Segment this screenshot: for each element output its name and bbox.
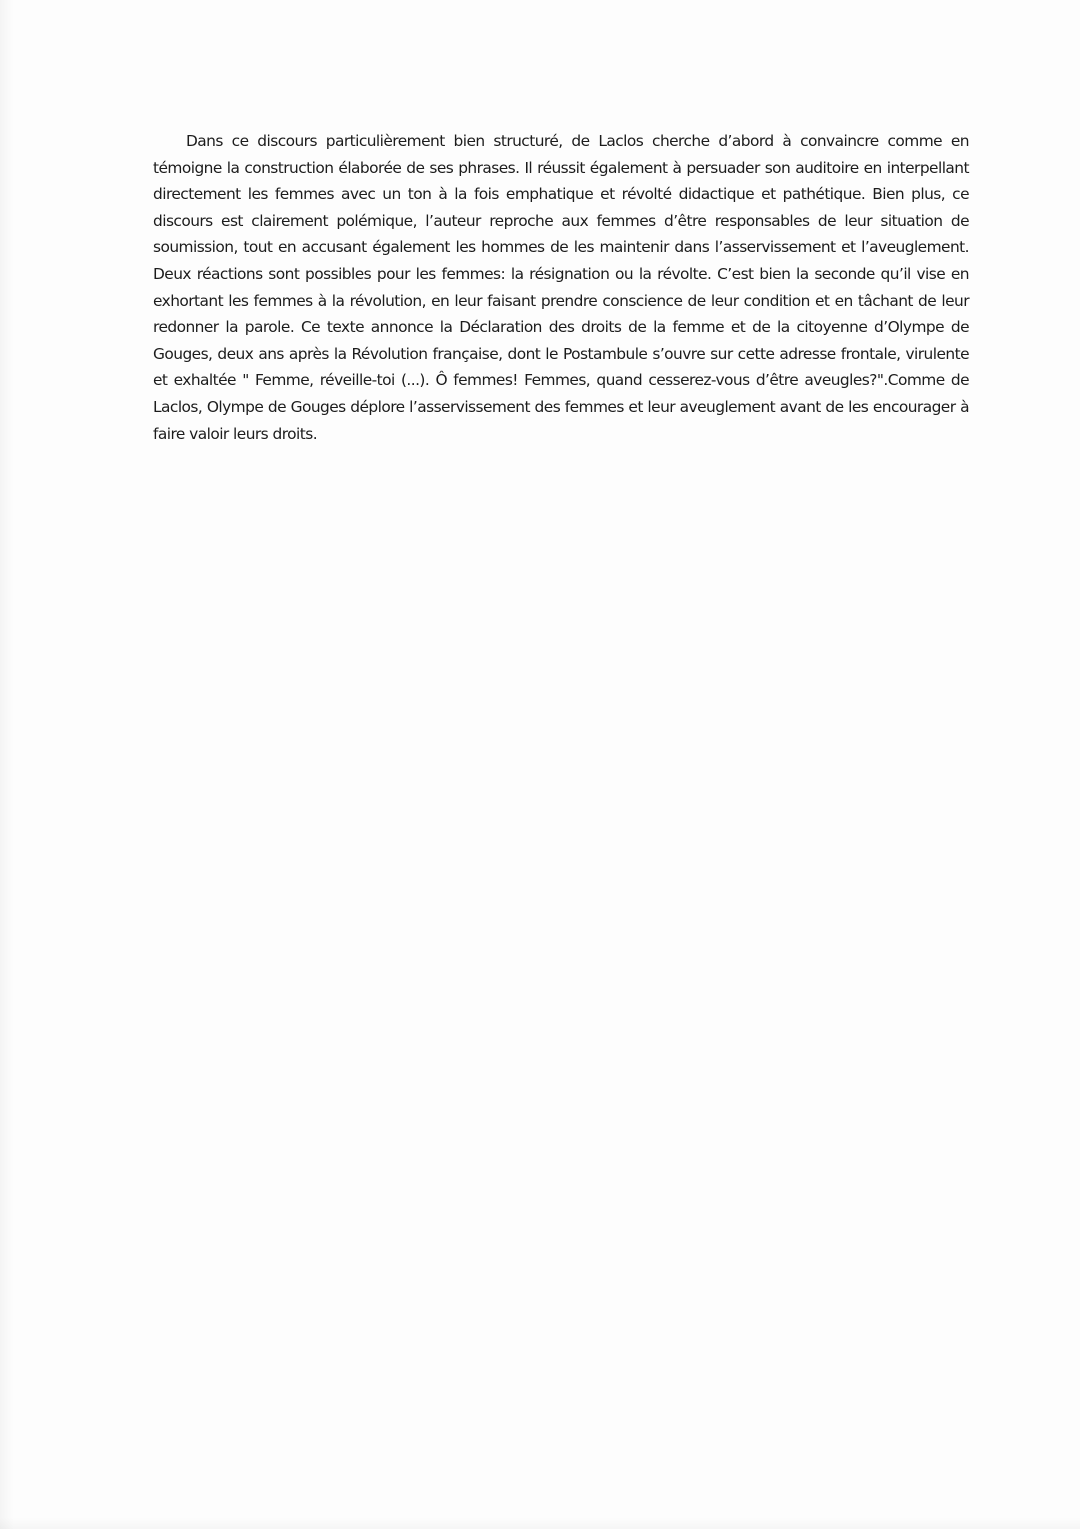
scan-edge-shadow bbox=[0, 0, 14, 1529]
scan-bottom-shadow bbox=[0, 1517, 1080, 1529]
body-paragraph: Dans ce discours particulièrement bien structuré, de Laclos cherche d’abord à convaincre comme en témoigne la construction élaborée de ses phrases. Il réussit également à persuader son auditoire en interpellant directement les femmes avec un ton à la fois emphatique et révolté didactique et pathétique. Bien plus, ce discours est clairement polémique, l’auteur reproche aux femmes d’être responsables de leur situation de soumission, tout en accusant également les hommes de les maintenir dans l’asservissement et l’aveuglement. Deux réactions sont possibles pour les femmes: la résignation ou la révolte. C’est bien la seconde qu’il vise en exhortant les femmes à la révolution, en leur faisant prendre conscience de leur condition et en tâchant de leur redonner la parole. Ce texte annonce la Déclaration des droits de la femme et de la citoyenne d’Olympe de Gouges, deux ans après la Révolution française, dont le Postambule s’ouvre sur cette adresse frontale, virulente et exhaltée " Femme, réveille-toi (...). Ô femmes! Femmes, quand cesserez-vous d’être aveugles?".Comme de Laclos, Olympe de Gouges déplore l’asservissement des femmes et leur aveuglement avant de les encourager à faire valoir leurs droits. bbox=[153, 132, 969, 443]
